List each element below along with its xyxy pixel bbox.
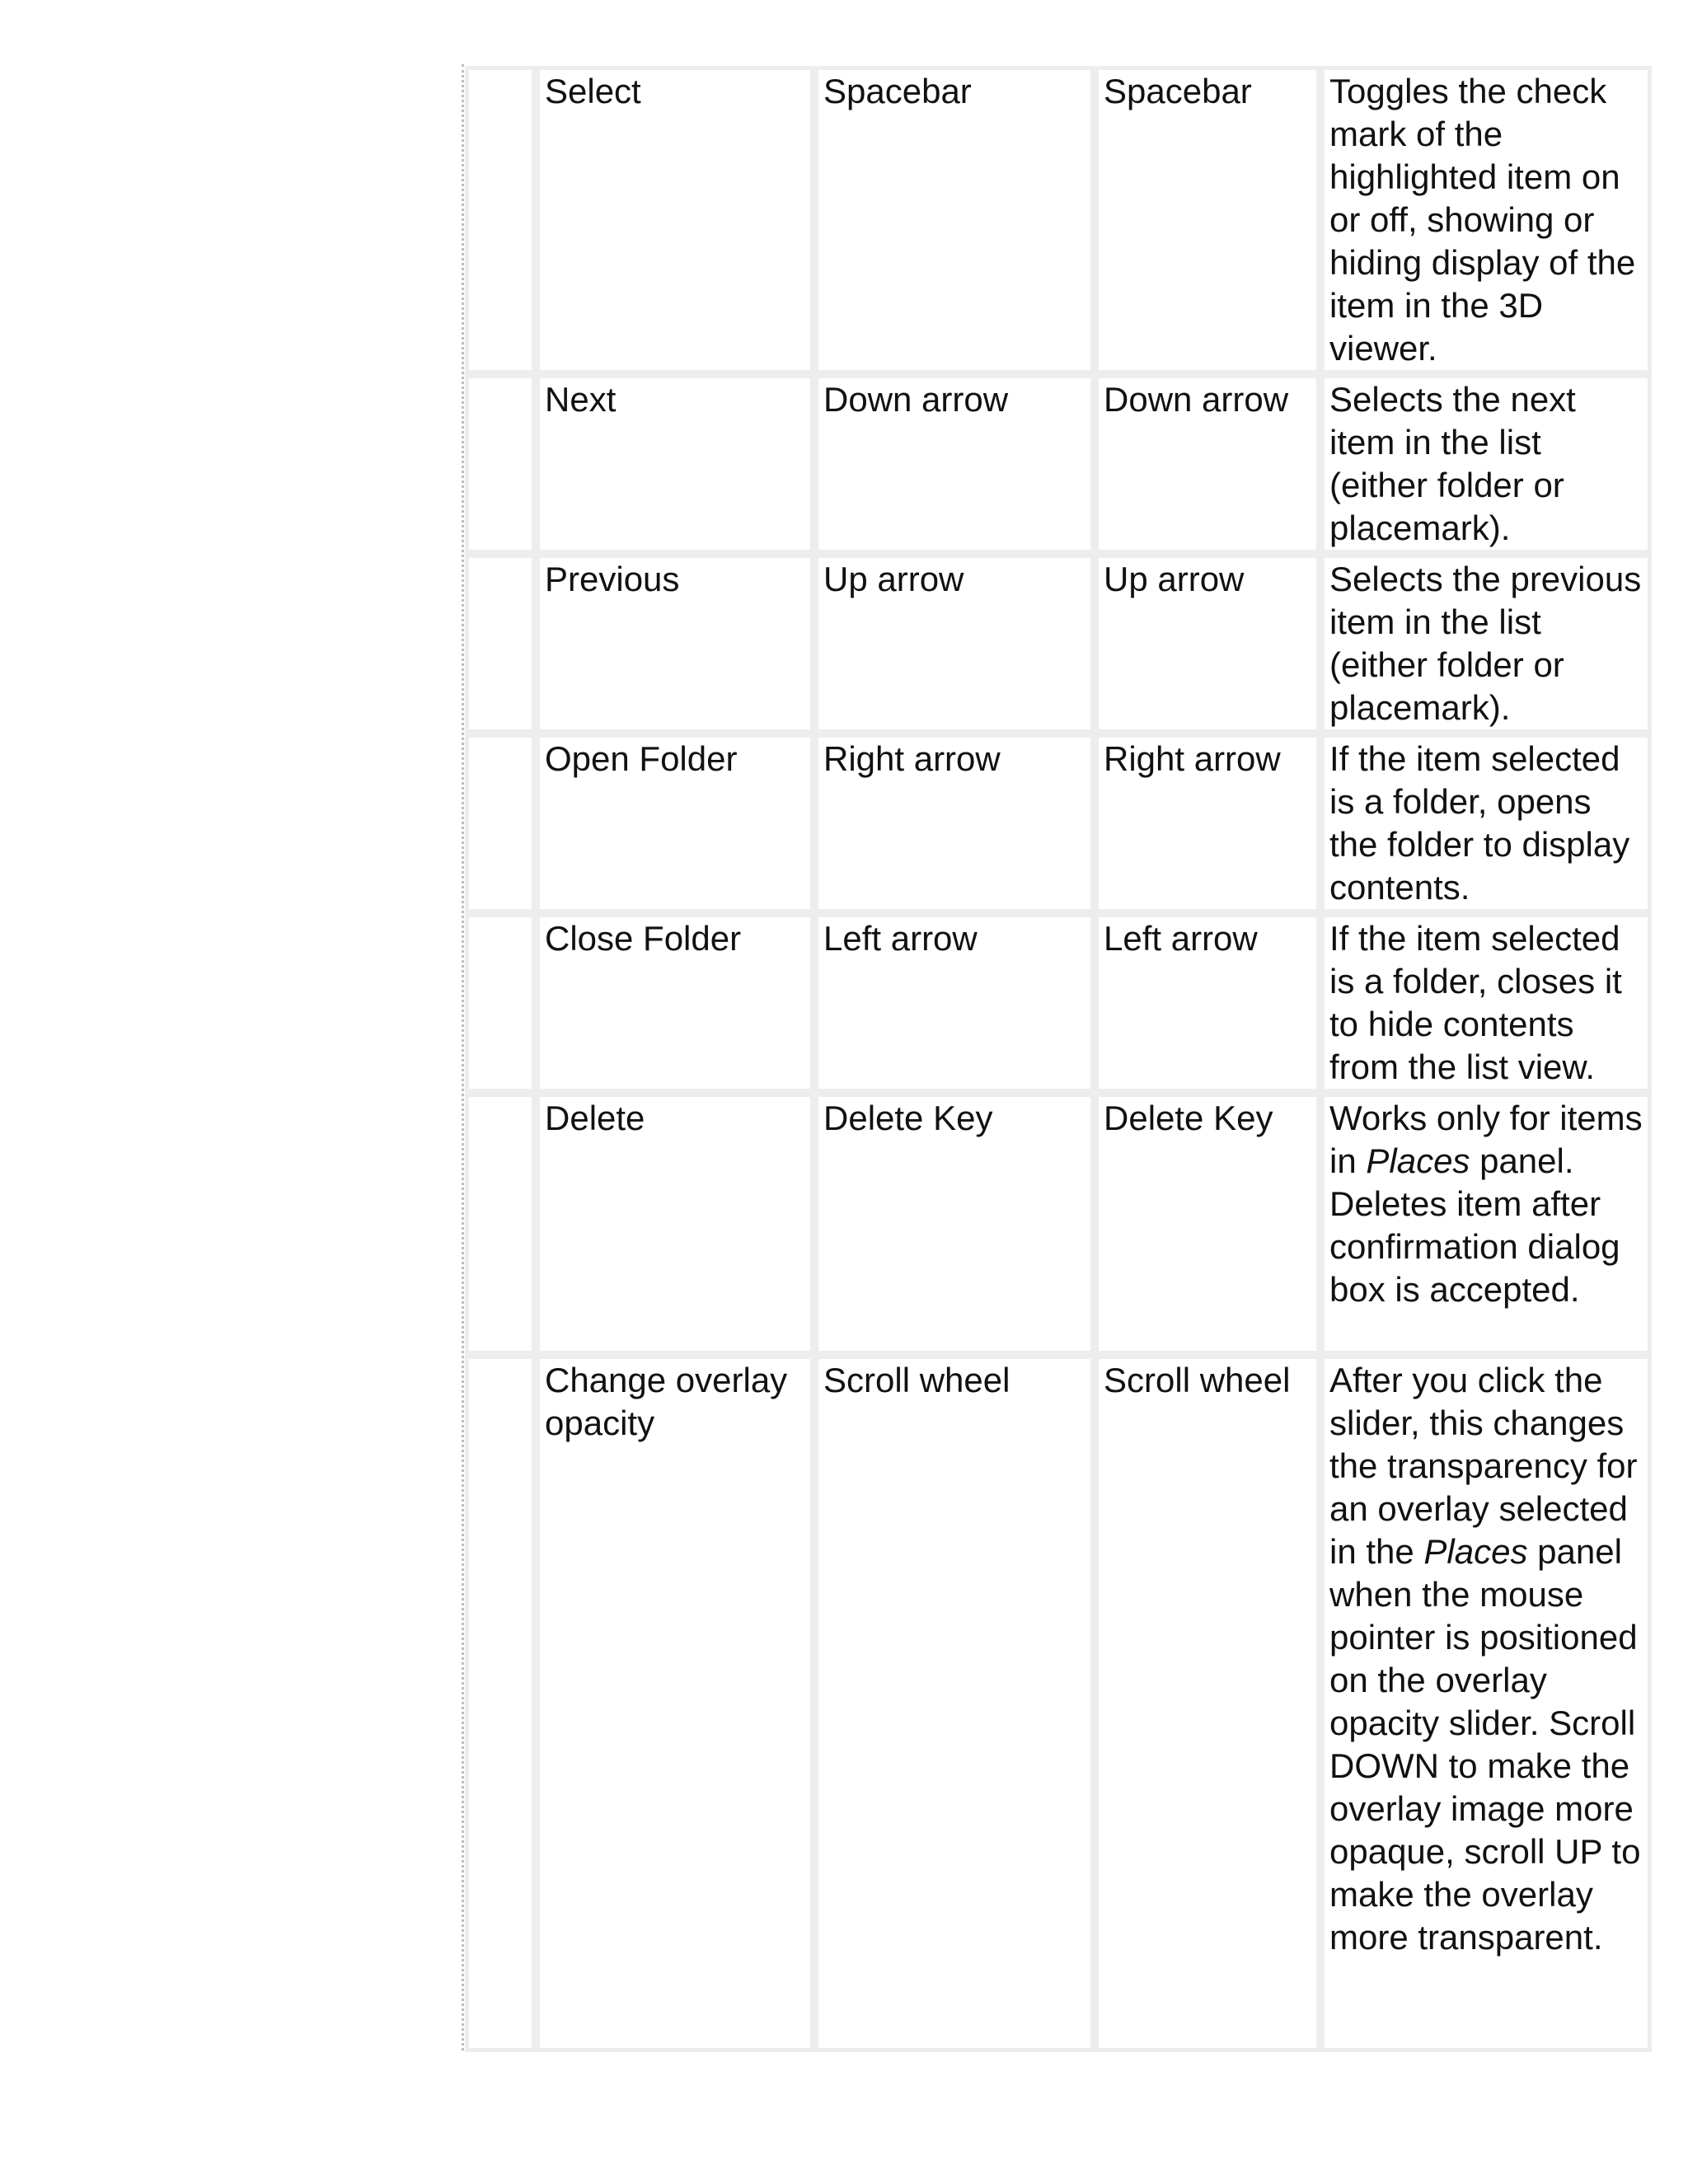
- action-cell: Delete: [536, 1093, 814, 1355]
- places-panel-name: Places: [1423, 1532, 1528, 1571]
- mac-key-cell: Down arrow: [1095, 374, 1320, 554]
- indent-cell: [465, 554, 536, 733]
- windows-key-cell: Spacebar: [814, 66, 1095, 374]
- indent-cell: [465, 1355, 536, 2052]
- table-row: [465, 733, 1652, 913]
- table-row: [465, 66, 1652, 374]
- table-row: [465, 554, 1652, 733]
- windows-key-cell: Left arrow: [814, 913, 1095, 1093]
- windows-key-cell: Up arrow: [814, 554, 1095, 733]
- action-cell: Change overlay opacity: [536, 1355, 814, 2052]
- table-row: [465, 913, 1652, 1093]
- mac-key-cell: Left arrow: [1095, 913, 1320, 1093]
- table-row: [465, 1355, 1652, 2052]
- shortcut-table: [465, 66, 1652, 2052]
- indent-cell: [465, 913, 536, 1093]
- windows-key-cell: Delete Key: [814, 1093, 1095, 1355]
- margin-rule: [462, 64, 464, 2050]
- action-cell: Open Folder: [536, 733, 814, 913]
- description-cell: Selects the previous item in the list (either folder or placemark).: [1320, 554, 1652, 733]
- description-cell: Selects the next item in the list (either folder or placemark).: [1320, 374, 1652, 554]
- places-panel-name: Places: [1366, 1141, 1470, 1180]
- description-cell: Toggles the check mark of the highlighted item on or off, showing or hiding display of the item in the 3D viewer.: [1320, 66, 1652, 374]
- windows-key-cell: Right arrow: [814, 733, 1095, 913]
- action-cell: Select: [536, 66, 814, 374]
- description-text: panel when the mouse pointer is positioned on the overlay opacity slider. Scroll DOWN to make the overlay image more opaque, scroll UP to make the overlay more transparent.: [1329, 1532, 1641, 1957]
- description-cell: If the item selected is a folder, opens the folder to display contents.: [1320, 733, 1652, 913]
- description-cell: [1320, 1093, 1652, 1355]
- table-row: [465, 1093, 1652, 1355]
- windows-key-cell: Down arrow: [814, 374, 1095, 554]
- description-text: After you click the slider, this changes the transparency for an overlay selected in the: [1329, 1361, 1638, 1571]
- description-cell: [1320, 1355, 1652, 2052]
- action-cell: Close Folder: [536, 913, 814, 1093]
- description-cell: If the item selected is a folder, closes it to hide contents from the list view.: [1320, 913, 1652, 1093]
- mac-key-cell: Up arrow: [1095, 554, 1320, 733]
- indent-cell: [465, 733, 536, 913]
- mac-key-cell: Delete Key: [1095, 1093, 1320, 1355]
- description-text: Works only for items in: [1329, 1099, 1643, 1180]
- description-text: panel. Deletes item after confirmation dialog box is accepted.: [1329, 1141, 1620, 1309]
- mac-key-cell: Spacebar: [1095, 66, 1320, 374]
- action-cell: Next: [536, 374, 814, 554]
- windows-key-cell: Scroll wheel: [814, 1355, 1095, 2052]
- mac-key-cell: Right arrow: [1095, 733, 1320, 913]
- action-cell: Previous: [536, 554, 814, 733]
- indent-cell: [465, 66, 536, 374]
- indent-cell: [465, 1093, 536, 1355]
- indent-cell: [465, 374, 536, 554]
- mac-key-cell: Scroll wheel: [1095, 1355, 1320, 2052]
- table-row: [465, 374, 1652, 554]
